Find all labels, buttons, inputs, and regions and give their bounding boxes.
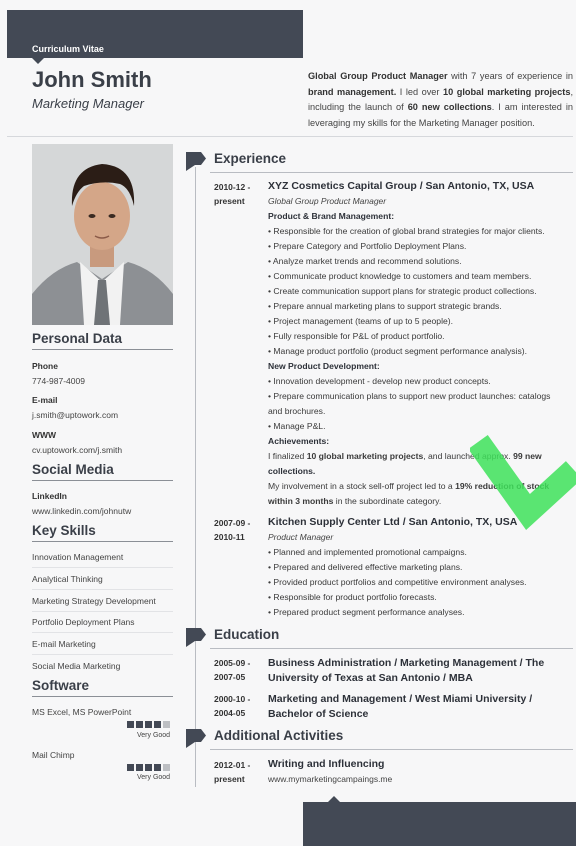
job-detail-line: • Manage product portfolio (product segment performance analysis). <box>268 346 528 356</box>
job-detail-line: • Communicate product knowledge to customers and team members. <box>268 271 532 281</box>
job-detail-line: within 3 months in the subordinate category. <box>268 496 442 506</box>
activities-section-head <box>186 728 343 743</box>
skill-item: Portfolio Deployment Plans <box>32 617 135 627</box>
rating-dot <box>145 764 152 771</box>
skill-item: E-mail Marketing <box>32 639 96 649</box>
profile-photo <box>32 144 173 325</box>
skill-divider <box>32 567 173 568</box>
phone-label: Phone <box>32 361 58 371</box>
job-detail-line: New Product Development: <box>268 361 380 371</box>
edu-date: 2000-10 - 2004-05 <box>214 694 251 718</box>
edu-title: Marketing and Management / West Miami University / Bachelor of Science <box>268 693 533 720</box>
rating-dot <box>127 764 134 771</box>
cv-label: Curriculum Vitae <box>32 44 104 54</box>
phone-value: 774-987-4009 <box>32 376 85 386</box>
key-skills-heading: Key Skills <box>32 523 173 542</box>
edu-date: 2005-09 - 2007-05 <box>214 658 251 682</box>
activity-url[interactable]: www.mymarketingcampaings.me <box>268 774 393 784</box>
flag-icon <box>186 628 206 641</box>
section-divider <box>210 648 573 649</box>
personal-data-heading: Personal Data <box>32 331 173 350</box>
job-detail-line: • Manage P&L. <box>268 421 326 431</box>
job-detail-line: collections. <box>268 466 316 476</box>
job-role: Product Manager <box>268 532 334 542</box>
activity-title: Writing and Influencing <box>268 758 385 770</box>
job-detail-line: • Responsible for the creation of global brand strategies for major clients. <box>268 226 545 236</box>
job-detail-line: • Innovation development - develop new product concepts. <box>268 376 491 386</box>
section-divider <box>210 172 573 173</box>
job-detail-line: • Fully responsible for P&L of product portfolio. <box>268 331 445 341</box>
software-level: Very Good <box>137 774 171 781</box>
job-detail-line: • Responsible for product portfolio forecasts. <box>268 592 437 602</box>
rating-dot <box>136 721 143 728</box>
skill-item: Analytical Thinking <box>32 574 103 584</box>
www-value[interactable]: cv.uptowork.com/j.smith <box>32 445 123 455</box>
flag-icon <box>186 152 206 165</box>
job-role: Global Group Product Manager <box>268 196 387 206</box>
software-item: MS Excel, MS PowerPoint <box>32 707 132 717</box>
activity-date: 2012-01 - present <box>214 760 251 784</box>
social-media-heading: Social Media <box>32 462 173 481</box>
software-level: Very Good <box>137 732 171 739</box>
software-rating <box>127 764 170 771</box>
skill-item: Marketing Strategy Development <box>32 596 156 606</box>
experience-heading: Experience <box>214 151 287 166</box>
job-detail-line: • Prepare communication plans to support new product launches: catalogs <box>268 391 551 401</box>
header-divider <box>7 136 573 137</box>
job-detail-line: • Prepare Category and Portfolio Deployment Plans. <box>268 241 467 251</box>
job-detail-line: • Planned and implemented promotional campaigns. <box>268 547 467 557</box>
software-heading: Software <box>32 678 173 697</box>
job-detail-line: Achievements: <box>268 436 330 446</box>
job-date: 2010-12 - present <box>214 182 251 206</box>
skill-divider <box>32 654 173 655</box>
section-divider <box>210 749 573 750</box>
job-detail-line: • Prepare annual marketing plans to support strategic brands. <box>268 301 502 311</box>
rating-dot <box>154 764 161 771</box>
checkmark-icon <box>470 420 576 530</box>
skill-item: Social Media Marketing <box>32 661 121 671</box>
rating-dot <box>136 764 143 771</box>
rating-dot <box>154 721 161 728</box>
job-detail-line: • Prepared product segment performance analyses. <box>268 607 465 617</box>
footer-band <box>303 802 576 846</box>
education-heading: Education <box>214 627 280 642</box>
candidate-name: John Smith <box>32 67 152 92</box>
job-date: 2007-09 - 2010-11 <box>214 518 251 542</box>
email-value[interactable]: j.smith@uptowork.com <box>32 410 119 420</box>
job-detail-line: and brochures. <box>268 406 326 416</box>
activities-heading: Additional Activities <box>214 728 344 743</box>
job-company: XYZ Cosmetics Capital Group / San Antonio, TX, USA <box>268 180 535 192</box>
candidate-title: Marketing Manager <box>32 96 144 111</box>
rating-dot <box>163 721 170 728</box>
skill-divider <box>32 632 173 633</box>
software-rating <box>127 721 170 728</box>
skill-item: Innovation Management <box>32 552 124 562</box>
skill-divider <box>32 589 173 590</box>
linkedin-value[interactable]: www.linkedin.com/johnutw <box>32 506 132 516</box>
job-detail-line: • Provided product portfolios and competitive environment analyses. <box>268 577 527 587</box>
job-detail-line: • Prepared and delivered effective marketing plans. <box>268 562 463 572</box>
experience-section-head <box>186 151 286 166</box>
job-detail-line: • Project management (teams of up to 5 people). <box>268 316 454 326</box>
timeline-line <box>195 167 196 787</box>
header-notch <box>32 58 44 64</box>
linkedin-label: LinkedIn <box>32 491 67 501</box>
job-detail-line: • Create communication support plans for strategic product collections. <box>268 286 537 296</box>
skill-divider <box>32 611 173 612</box>
rating-dot <box>163 764 170 771</box>
job-detail-line: I finalized 10 global marketing projects, and launched approx. 99 new <box>268 451 542 461</box>
email-label: E-mail <box>32 395 58 405</box>
edu-title: Business Administration / Marketing Management / The University of Texas at San Antonio / MBA <box>268 657 545 684</box>
flag-icon <box>186 729 206 742</box>
job-detail-line: Product & Brand Management: <box>268 211 395 221</box>
rating-dot <box>127 721 134 728</box>
www-label: WWW <box>32 430 57 440</box>
job-detail-line: • Analyze market trends and recommend solutions. <box>268 256 462 266</box>
rating-dot <box>145 721 152 728</box>
education-section-head <box>186 627 279 642</box>
summary-paragraph: Global Group Product Manager with 7 years of experience in brand management. I led over 10 global marketing projects, including the launch of 60 new collections. I am interested in leveraging my skills for the Marketing Manager position. <box>308 71 574 128</box>
software-item: Mail Chimp <box>32 750 75 760</box>
job-company: Kitchen Supply Center Ltd / San Antonio, TX, USA <box>268 516 518 528</box>
job-detail-line: My involvement in a stock sell-off project led to a 19% reduction of stock <box>268 481 550 491</box>
